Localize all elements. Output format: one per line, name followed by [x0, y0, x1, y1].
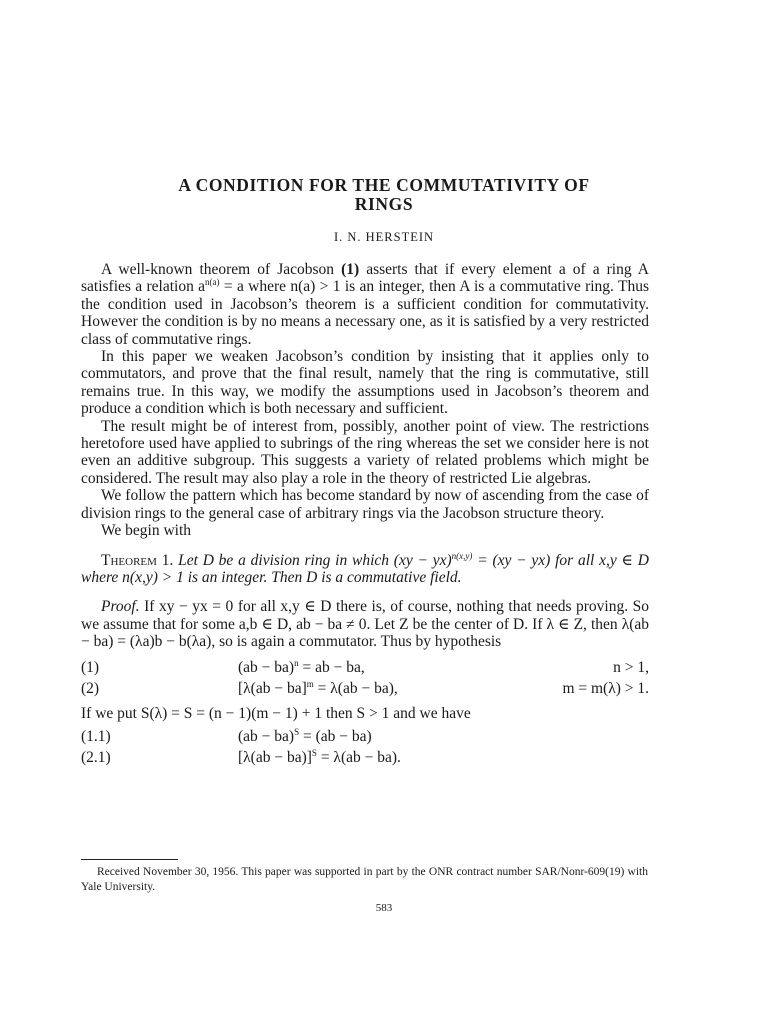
equation-number: (1.1): [81, 727, 111, 745]
definition-sentence: If we put S(λ) = S = (n − 1)(m − 1) + 1 then S > 1 and we have: [81, 704, 471, 722]
title-line-1: A CONDITION FOR THE COMMUTATIVITY OF: [178, 175, 590, 195]
equation-exponent: S: [294, 726, 300, 737]
theorem-text-b: = (xy − yx) for all x,y ∈ D where n(x,y) > 1 is an integer. Then D is a commutative field.: [81, 551, 649, 586]
proof-paragraph: [81, 598, 649, 650]
equation-expression: [238, 680, 562, 697]
equation-expression: [238, 749, 649, 766]
equation-2-1: [81, 749, 649, 770]
footnote: [81, 865, 648, 895]
footnote-divider: [81, 859, 178, 860]
equation-number: (2.1): [81, 748, 111, 766]
title-line-2: RINGS: [354, 194, 414, 214]
equation-lhs: (ab − ba): [238, 658, 295, 676]
equation-exponent: m: [306, 678, 314, 689]
paragraph-5: We begin with: [101, 522, 192, 540]
equation-1-1: [81, 728, 649, 749]
equation-lhs: [λ(ab − ba)]: [238, 748, 312, 766]
theorem-1: [81, 552, 649, 587]
equation-condition: n > 1,: [613, 658, 649, 676]
theorem-superscript: n(x,y): [451, 550, 473, 561]
paragraph-1: [81, 261, 649, 348]
proof-text: If xy − yx = 0 for all x,y ∈ D there is, of course, nothing that needs proving. So we assume that for some a,b ∈ D, ab − ba ≠ 0. Let Z be the center of D. If λ ∈ Z, then λ(ab − ba) = (λa)b − b(λa), so is again a commutator. Thus by hypothesis: [81, 598, 649, 651]
equation-exponent: S: [311, 747, 317, 758]
equation-rhs: = λ(ab − ba).: [316, 748, 401, 766]
equation-expression: [238, 728, 649, 745]
equation-exponent: n: [294, 657, 299, 668]
equation-rhs: = (ab − ba): [299, 727, 372, 745]
para1-text-b: asserts that if every element a of a ring A satisfies a relation a: [81, 261, 649, 296]
para1-superscript: n(a): [205, 277, 220, 288]
equation-condition: m = m(λ) > 1.: [562, 679, 649, 697]
spacer: [81, 586, 649, 598]
equation-expression: [238, 659, 613, 676]
paragraph-3: The result might be of interest from, possibly, another point of view. The restrictions heretofore used have applied to subrings of the ring whereas the set we consider here is not even an additive subgroup. This suggests a variety of related problems which might be considered. The result may also play a role in the theory of restricted Lie algebras.: [81, 417, 649, 487]
para1-text-c: = a where n(a) > 1 is an integer, then A is a commutative ring. Thus the condition used in Jacobson’s theorem is a sufficient condition for commutativity. However the condition is by no means a necessary one, as it is satisfied by a very restricted class of commutative rings.: [81, 278, 649, 348]
paragraph-2: In this paper we weaken Jacobson’s condition by insisting that it applies only to commutators, and prove that the final result, namely that the ring is commutative, still remains true. In this way, we modify the assumptions used in Jacobson’s theorem and produce a condition which is both necessary and sufficient.: [81, 348, 649, 418]
theorem-label: Theorem 1.: [101, 551, 174, 569]
equation-lhs: (ab − ba): [238, 727, 295, 745]
page-number: 583: [375, 902, 393, 914]
equation-1: [81, 659, 649, 680]
equation-number: (1): [81, 658, 100, 676]
equation-rhs: = λ(ab − ba),: [313, 679, 398, 697]
theorem-text-a: Let D be a division ring in which (xy − yx): [173, 551, 452, 569]
proof-label: Proof.: [101, 598, 140, 616]
footnote-text: Received November 30, 1956. This paper was supported in part by the ONR contract number SAR/Nonr-609(19) with Yale University.: [81, 866, 648, 893]
equation-rhs: = ab − ba,: [298, 658, 365, 676]
spacer: [81, 540, 649, 552]
equation-2: [81, 680, 649, 701]
para1-text-a: A well-known theorem of Jacobson: [101, 261, 342, 278]
author-name: I. N. HERSTEIN: [333, 230, 435, 244]
equation-number: (2): [81, 679, 100, 697]
paper-title: [80, 176, 688, 214]
spacer: [81, 651, 649, 659]
equation-lhs: [λ(ab − ba]: [238, 679, 307, 697]
paragraph-4: We follow the pattern which has become standard by now of ascending from the case of division rings to the general case of arbitrary rings via the Jacobson structure theory.: [81, 487, 649, 522]
body-text: [81, 261, 649, 770]
reference-1: (1): [341, 261, 360, 278]
